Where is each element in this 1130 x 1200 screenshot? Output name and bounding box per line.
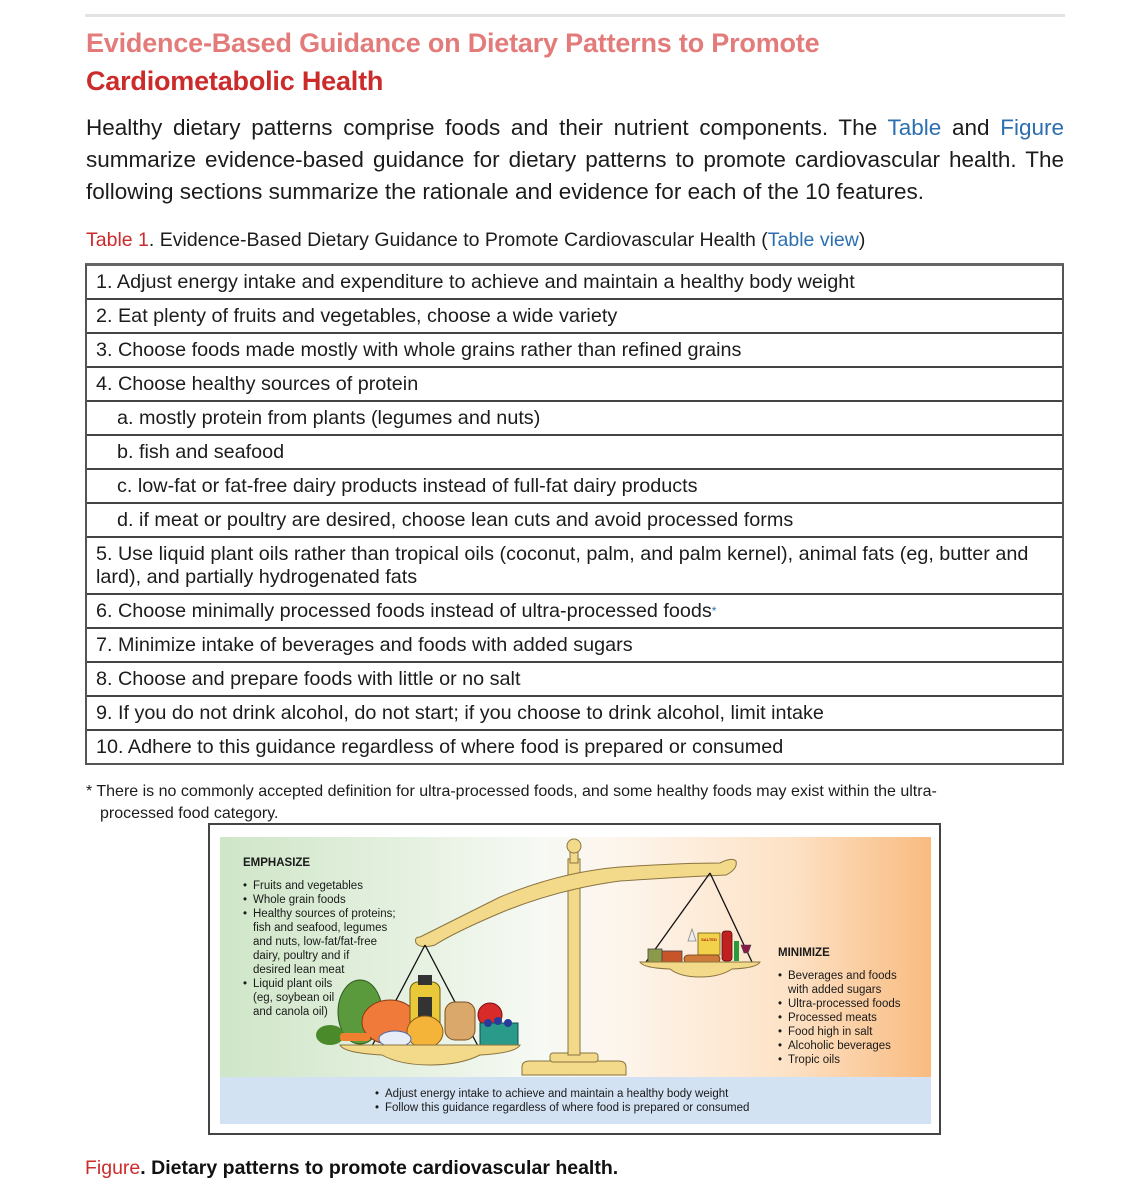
list-item-text: with added sugars bbox=[788, 984, 882, 996]
list-item: • Alcoholic beverages bbox=[778, 1039, 901, 1053]
svg-text:SALTED: SALTED bbox=[701, 937, 717, 942]
list-item: • Whole grain foods bbox=[243, 893, 396, 907]
table-caption-end: ) bbox=[858, 229, 866, 251]
guidance-table bbox=[85, 263, 1064, 765]
row-text: c. low-fat or fat-free dairy products instead of full-fat dairy products bbox=[117, 475, 698, 497]
table-label: Table 1 bbox=[86, 229, 149, 251]
table-row bbox=[87, 697, 1062, 731]
table-row bbox=[87, 663, 1062, 697]
list-item bbox=[778, 969, 901, 997]
list-item bbox=[243, 907, 396, 977]
list-item: • Fruits and vegetables bbox=[243, 879, 396, 893]
page-title bbox=[86, 24, 1066, 100]
intro-text-1: Healthy dietary patterns comprise foods and their nutrient components. The bbox=[86, 115, 888, 140]
table-footnote bbox=[86, 781, 1064, 825]
table-caption-text: . Evidence-Based Dietary Guidance to Promote Cardiovascular Health ( bbox=[148, 229, 768, 251]
row-text: 8. Choose and prepare foods with little or no salt bbox=[96, 668, 521, 690]
table-view-link[interactable]: Table view bbox=[767, 229, 859, 251]
table-row-sub bbox=[87, 436, 1062, 470]
emphasize-list bbox=[243, 879, 396, 1019]
figure-bottom-band bbox=[220, 1077, 931, 1124]
row-text: 1. Adjust energy intake and expenditure to achieve and maintain a healthy body weight bbox=[96, 271, 855, 293]
list-item-text: desired lean meat bbox=[253, 964, 345, 976]
footnote-line-1: * There is no commonly accepted definition for ultra-processed foods, and some healthy foods may exist within the ultra- bbox=[86, 783, 937, 800]
list-item-text: Beverages and foods bbox=[788, 970, 897, 982]
row-text: d. if meat or poultry are desired, choose lean cuts and avoid processed forms bbox=[117, 509, 794, 531]
row-text: 7. Minimize intake of beverages and foods with added sugars bbox=[96, 634, 633, 656]
list-item: • Ultra-processed foods bbox=[778, 997, 901, 1011]
table-row bbox=[87, 300, 1062, 334]
list-item-text: (eg, soybean oil bbox=[253, 992, 335, 1004]
row-text: 3. Choose foods made mostly with whole grains rather than refined grains bbox=[96, 339, 742, 361]
row-text: 9. If you do not drink alcohol, do not start; if you choose to drink alcohol, limit intake bbox=[96, 702, 824, 724]
table-row bbox=[87, 629, 1062, 663]
figure-caption-text: . Dietary patterns to promote cardiovascular health. bbox=[140, 1157, 619, 1179]
table-row bbox=[87, 334, 1062, 368]
list-item: • Processed meats bbox=[778, 1011, 901, 1025]
figure-illustration bbox=[208, 823, 941, 1135]
table-row bbox=[87, 731, 1062, 763]
list-item: • Adjust energy intake to achieve and maintain a healthy body weight bbox=[375, 1087, 749, 1101]
top-divider bbox=[85, 14, 1065, 17]
figure-link[interactable]: Figure bbox=[1000, 115, 1065, 140]
footnote-marker-link[interactable]: * bbox=[711, 604, 717, 618]
figure-canvas bbox=[220, 837, 931, 1122]
list-item-text: dairy, poultry and if bbox=[253, 950, 350, 962]
table-row bbox=[87, 266, 1062, 300]
intro-text-2: and bbox=[941, 115, 1001, 140]
table-caption bbox=[86, 229, 865, 252]
row-text: 5. Use liquid plant oils rather than tropical oils (coconut, palm, and palm kernel), animal fats (eg, butter and lard), and partially hydrogenated fats bbox=[96, 543, 1029, 588]
row-text: a. mostly protein from plants (legumes and nuts) bbox=[117, 407, 541, 429]
row-text: b. fish and seafood bbox=[117, 441, 285, 463]
general-guidance-list bbox=[375, 1087, 749, 1115]
table-row-sub bbox=[87, 504, 1062, 538]
list-item: • Tropic oils bbox=[778, 1053, 901, 1067]
title-line-1: Evidence-Based Guidance on Dietary Patterns to Promote bbox=[86, 28, 820, 58]
footnote-line-2: processed food category. bbox=[100, 805, 279, 822]
list-item-text: fish and seafood, legumes bbox=[253, 922, 388, 934]
figure-label-link[interactable]: Figure bbox=[85, 1157, 141, 1179]
row-text: 4. Choose healthy sources of protein bbox=[96, 373, 419, 395]
list-item-text: and nuts, low-fat/fat-free bbox=[253, 936, 378, 948]
emphasize-panel bbox=[243, 856, 396, 1019]
list-item bbox=[243, 977, 396, 1019]
title-line-2: Cardiometabolic Health bbox=[86, 66, 384, 96]
minimize-list bbox=[778, 969, 901, 1067]
table-row bbox=[87, 538, 1062, 595]
table-row bbox=[87, 595, 1062, 629]
list-item-text: Healthy sources of proteins; bbox=[253, 908, 396, 920]
intro-paragraph bbox=[86, 112, 1064, 208]
list-item: • Follow this guidance regardless of where food is prepared or consumed bbox=[375, 1101, 749, 1115]
minimize-panel bbox=[778, 946, 901, 1067]
table-row-sub bbox=[87, 402, 1062, 436]
table-link[interactable]: Table bbox=[887, 115, 942, 140]
minimize-heading: MINIMIZE bbox=[778, 947, 830, 959]
intro-text-3: summarize evidence-based guidance for dietary patterns to promote cardiovascular health. The following sections summarize the rationale and evidence for each of the 10 features. bbox=[86, 147, 1064, 204]
list-item-text: Liquid plant oils bbox=[253, 978, 333, 990]
table-row bbox=[87, 368, 1062, 402]
row-text: 6. Choose minimally processed foods instead of ultra-processed foods bbox=[96, 600, 712, 622]
emphasize-heading: EMPHASIZE bbox=[243, 857, 311, 869]
row-text: 10. Adhere to this guidance regardless of where food is prepared or consumed bbox=[96, 736, 784, 758]
row-text: 2. Eat plenty of fruits and vegetables, choose a wide variety bbox=[96, 305, 618, 327]
list-item-text: and canola oil) bbox=[253, 1006, 328, 1018]
table-row-sub bbox=[87, 470, 1062, 504]
list-item: • Food high in salt bbox=[778, 1025, 901, 1039]
figure-caption bbox=[85, 1157, 618, 1180]
